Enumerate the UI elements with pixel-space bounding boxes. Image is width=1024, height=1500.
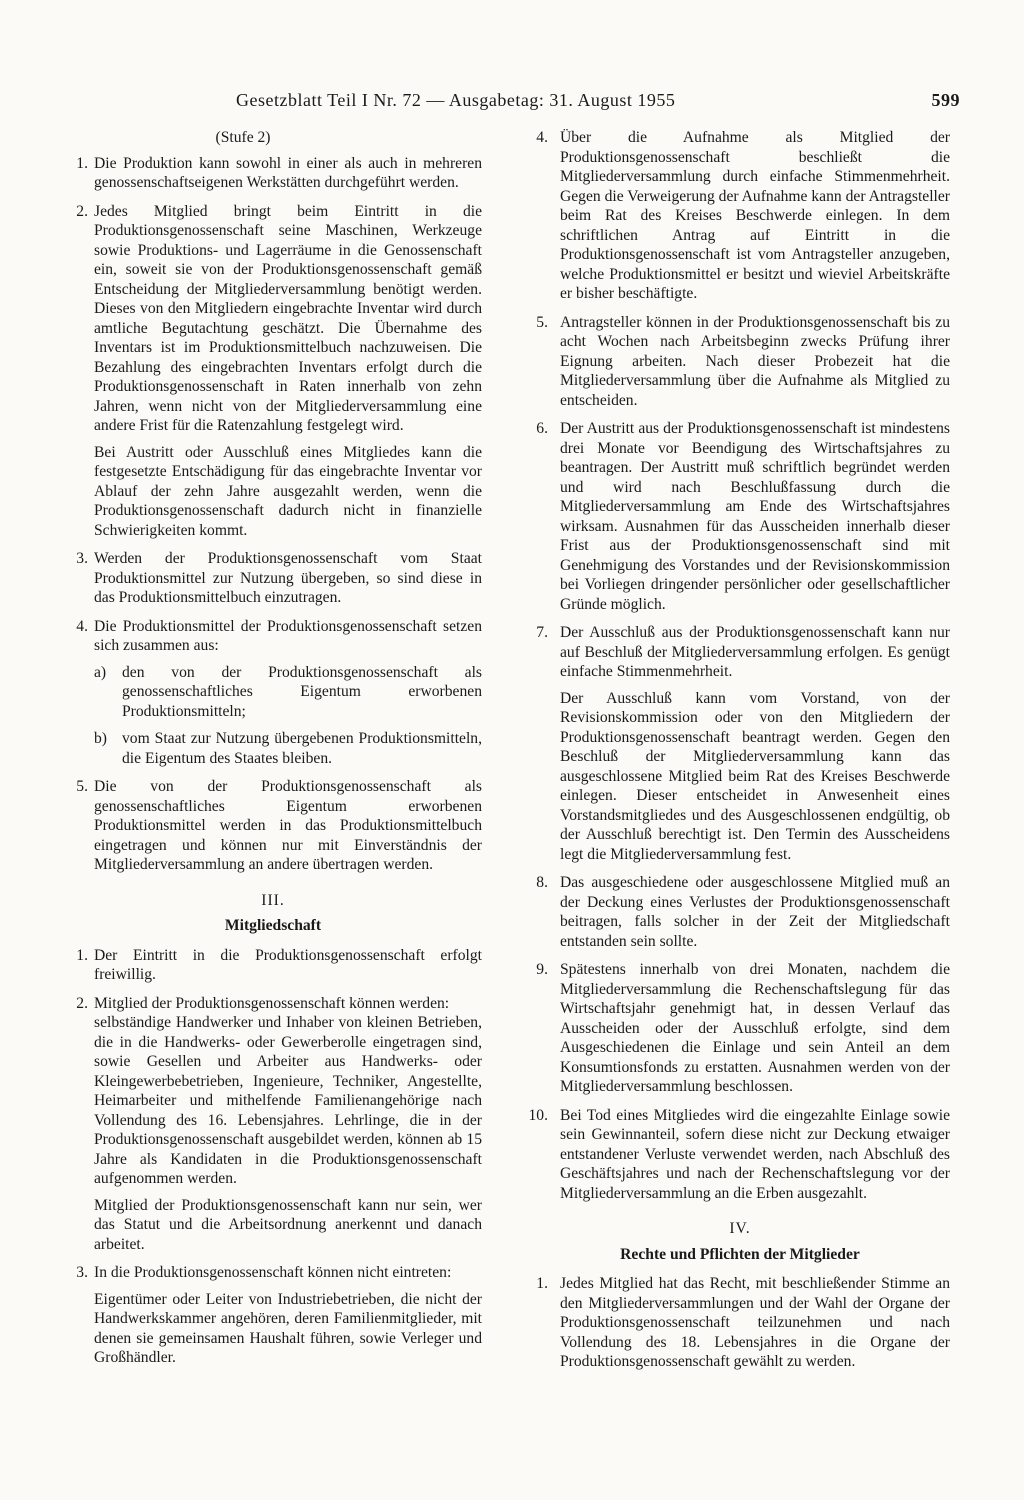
left-item-4: [64, 617, 482, 769]
paragraph: Mitglied der Produktionsgenossenschaft kann nur sein, wer das Statut und die Arbeitsordnung anerkennt und danach arbeitet.: [94, 1196, 482, 1253]
item-number: 2.: [76, 994, 88, 1012]
item-number: 10.: [528, 1106, 548, 1124]
item-number: 4.: [536, 129, 548, 146]
paragraph: Über die Aufnahme als Mitglied der Produktionsgenossenschaft beschließt die Mitgliederversammlung durch einfache Stimmenmehrheit. Gegen die Verweigerung der Aufnahme kann der Antragsteller beim Rat des Kreises Beschwerde einlegen. In dem schriftlichen Antrag auf Eintritt in die Produktionsgenossenschaft ist vom Antragsteller anzugeben, welche Produktionsmittel er besitzt und wieviel Arbeitskräfte er bisher beschäftigte.: [560, 129, 950, 302]
right-item-7: [530, 623, 950, 864]
item-number: 6.: [536, 420, 548, 437]
header-title: Gesetzblatt Teil I Nr. 72 — Ausgabetag: 31. August 1955: [236, 90, 676, 110]
sub-label: a): [94, 663, 107, 681]
right-item-8: [530, 873, 950, 951]
right-item-9: [530, 960, 950, 1097]
sub-text: den von der Produktionsgenossenschaft als genossenschaftliches Eigentum erworbenen Produktionsmitteln;: [122, 663, 482, 720]
membership-item-1: [64, 946, 482, 985]
paragraph: selbständige Handwerker und Inhaber von kleinen Betrieben, die in die Handwerks- oder Gewerberolle eingetragen sind, sowie Gesellen und Arbeiter aus Handwerks- oder Kleingewerbebetrieben, Ingenieure, Techniker, Angestellte, Heimarbeiter und mithelfende Familienangehörige nach Vollendung des 16. Lebensjahres. Lehrlinge, die in der Produktionsgenossenschaft ausgebildet werden, können ab 15 Jahre als Kandidaten in die Produktionsgenossenschaft aufgenommen werden.: [94, 1014, 482, 1187]
paragraph: Die Produktionsmittel der Produktionsgenossenschaft setzen sich zusammen aus:: [94, 617, 482, 654]
sub-text: vom Staat zur Nutzung übergebenen Produktionsmitteln, die Eigentum des Staates bleiben.: [122, 730, 482, 767]
section-number: IV.: [729, 1220, 751, 1237]
left-item-3: [64, 549, 482, 608]
item-number: 1.: [536, 1275, 548, 1292]
right-column: [530, 128, 950, 1381]
item-number: 4.: [76, 617, 88, 635]
paragraph: Antragsteller können in der Produktionsgenossenschaft bis zu acht Wochen nach Arbeitsbeginn zwecks Prüfung ihrer Eignung arbeiten. Nach dieser Probezeit hat die Mitgliederversammlung über die Aufnahme als Mitglied zu entscheiden.: [560, 313, 950, 409]
paragraph: Eigentümer oder Leiter von Industriebetrieben, die nicht der Handwerkskammer angehören, deren Familienmitglieder, mit denen sie gemeinsamen Haushalt führen, sowie Verleger und Großhändler.: [94, 1290, 482, 1366]
item-number: 9.: [536, 961, 548, 978]
paragraph: Der Ausschluß aus der Produktionsgenossenschaft kann nur auf Beschluß der Mitgliederversammlung erfolgen. Es genügt einfache Stimmenmehrheit.: [560, 624, 950, 680]
item-number: 1.: [76, 154, 88, 172]
paragraph: Der Austritt aus der Produktionsgenossenschaft ist mindestens drei Monate vor Beendigung des Wirtschaftsjahres zu beantragen. Der Austritt muß schriftlich begründet werden und wird nach Beschlußfassung durch die Mitgliederversammlung am Ende des Wirtschaftsjahres wirksam. Ausnahmen für das Ausscheiden innerhalb dieser Frist aus der Produktionsgenossenschaft sind mit Genehmigung des Vorstandes und der Revisionskommission bei Vorliegen dringender persönlicher oder gesellschaftlicher Gründe möglich.: [560, 420, 950, 613]
rights-item-1: [530, 1274, 950, 1372]
paragraph: Bei Tod eines Mitgliedes wird die eingezahlte Einlage sowie sein Gewinnanteil, sofern diese nicht zur Deckung etwaiger entstandener Verluste verwendet werden, nach Abschluß des Geschäftsjahres und nach der Rechenschaftslegung vor der Mitgliederversammlung an die Erben ausgezahlt.: [560, 1106, 950, 1202]
item-number: 2.: [76, 202, 88, 220]
item-number: 8.: [536, 874, 548, 891]
paragraph: Werden der Produktionsgenossenschaft vom Staat Produktionsmittel zur Nutzung übergeben, so sind diese in das Produktionsmittelbuch einzutragen.: [94, 550, 482, 606]
paragraph: Die von der Produktionsgenossenschaft als genossenschaftliches Eigentum erworbenen Produktionsmittel werden in das Produktionsmittelbuch eingetragen und können nur mit Einverständnis der Mitgliederversammlung an andere übertragen werden.: [94, 778, 482, 873]
sub-label: b): [94, 730, 107, 747]
paragraph: Mitglied der Produktionsgenossenschaft können werden:: [94, 994, 450, 1012]
item-number: 3.: [76, 550, 88, 567]
right-item-6: [530, 419, 950, 614]
paragraph: Bei Austritt oder Ausschluß eines Mitgliedes kann die festgesetzte Entschädigung für das eingebrachte Inventar vor Ablauf der zehn Jahre ausgezahlt werden, wenn die Produktionsgenossenschaft dadurch nicht in finanzielle Schwierigkeiten kommt.: [94, 443, 482, 539]
paragraph: Jedes Mitglied hat das Recht, mit beschließender Stimme an den Mitgliederversammlungen und der Wahl der Organe der Produktionsgenossenschaft teilzunehmen und nach Vollendung des 18. Lebensjahres in die Organe der Produktionsgenossenschaft gewählt zu werden.: [560, 1275, 950, 1370]
item-number: 5.: [76, 778, 88, 795]
paragraph: Der Eintritt in die Produktionsgenossenschaft erfolgt freiwillig.: [94, 946, 482, 983]
page-header: [50, 86, 960, 118]
item-number: 5.: [536, 313, 548, 331]
membership-item-3: [64, 1263, 482, 1368]
section-number: III.: [261, 891, 285, 909]
stufe-label: (Stufe 2): [215, 129, 271, 146]
item-number: 1.: [76, 946, 88, 964]
left-column: [64, 128, 482, 1377]
sub-item-a: [94, 663, 482, 722]
right-item-10: [530, 1106, 950, 1204]
section-heading: Rechte und Pflichten der Mitglieder: [620, 1245, 860, 1263]
paragraph: Das ausgeschiedene oder ausgeschlossene Mitglied muß an der Deckung eines Verlustes der Produktionsgenossenschaft beitragen, falls solcher in der Zeit der Mitgliedschaft entstanden sein sollte.: [560, 874, 950, 950]
paragraph: In die Produktionsgenossenschaft können nicht eintreten:: [94, 1264, 452, 1281]
membership-item-2: [64, 994, 482, 1255]
paragraph: Die Produktion kann sowohl in einer als auch in mehreren genossenschaftseigenen Werkstätten durchgeführt werden.: [94, 154, 482, 191]
page-number: 599: [931, 90, 960, 110]
paragraph: Jedes Mitglied bringt beim Eintritt in die Produktionsgenossenschaft seine Maschinen, Werkzeuge sowie Produktions- und Lagerräume in die Genossenschaft ein, soweit sie von der Produktionsgenossenschaft gemäß Entscheidung der Mitgliederversammlung benötigt werden. Dieses von den Mitgliedern eingebrachte Inventar wird durch amtliche Begutachtung geschätzt. Die Übernahme des Inventars ist im Produktionsmittelbuch nachzuweisen. Die Bezahlung des eingebrachten Inventars erfolgt durch die Produktionsgenossenschaft in Raten innerhalb von zehn Jahren, wenn nicht von der Mitgliederversammlung eine andere Frist für die Ratenzahlung festgelegt wird.: [94, 202, 482, 434]
sub-item-b: [94, 729, 482, 768]
left-item-2: [64, 202, 482, 541]
section-heading: Mitgliedschaft: [224, 917, 322, 934]
right-item-5: [530, 313, 950, 411]
left-item-1: [64, 154, 482, 193]
item-number: 3.: [76, 1264, 88, 1281]
paragraph: Spätestens innerhalb von drei Monaten, nachdem die Mitgliederversammlung die Rechenschaftslegung für das Wirtschaftsjahr genehmigt hat, in dessen Verlauf das Ausscheiden oder der Ausschluß erfolgte, sind dem Ausgeschiedenen die Einlage und sein Anteil an dem Konsumtionsfonds zu erstatten. Ausnahmen werden von der Mitgliederversammlung beschlossen.: [560, 961, 950, 1095]
item-number: 7.: [536, 624, 548, 641]
left-item-5: [64, 777, 482, 875]
paragraph: Der Ausschluß kann vom Vorstand, von der Revisionskommission oder von den Mitgliedern der Produktionsgenossenschaft beantragt werden. Gegen den Beschluß der Mitgliederversammlung kann das ausgeschlossene Mitglied beim Rat des Kreises Beschwerde einlegen. Dieser entscheidet in Anwesenheit eines Vorstandsmitgliedes und des Ausgeschlossenen endgültig, ob der Ausschluß berechtigt ist. Den Termin des Ausscheidens legt die Mitgliederversammlung fest.: [560, 689, 950, 863]
right-item-4: [530, 128, 950, 304]
